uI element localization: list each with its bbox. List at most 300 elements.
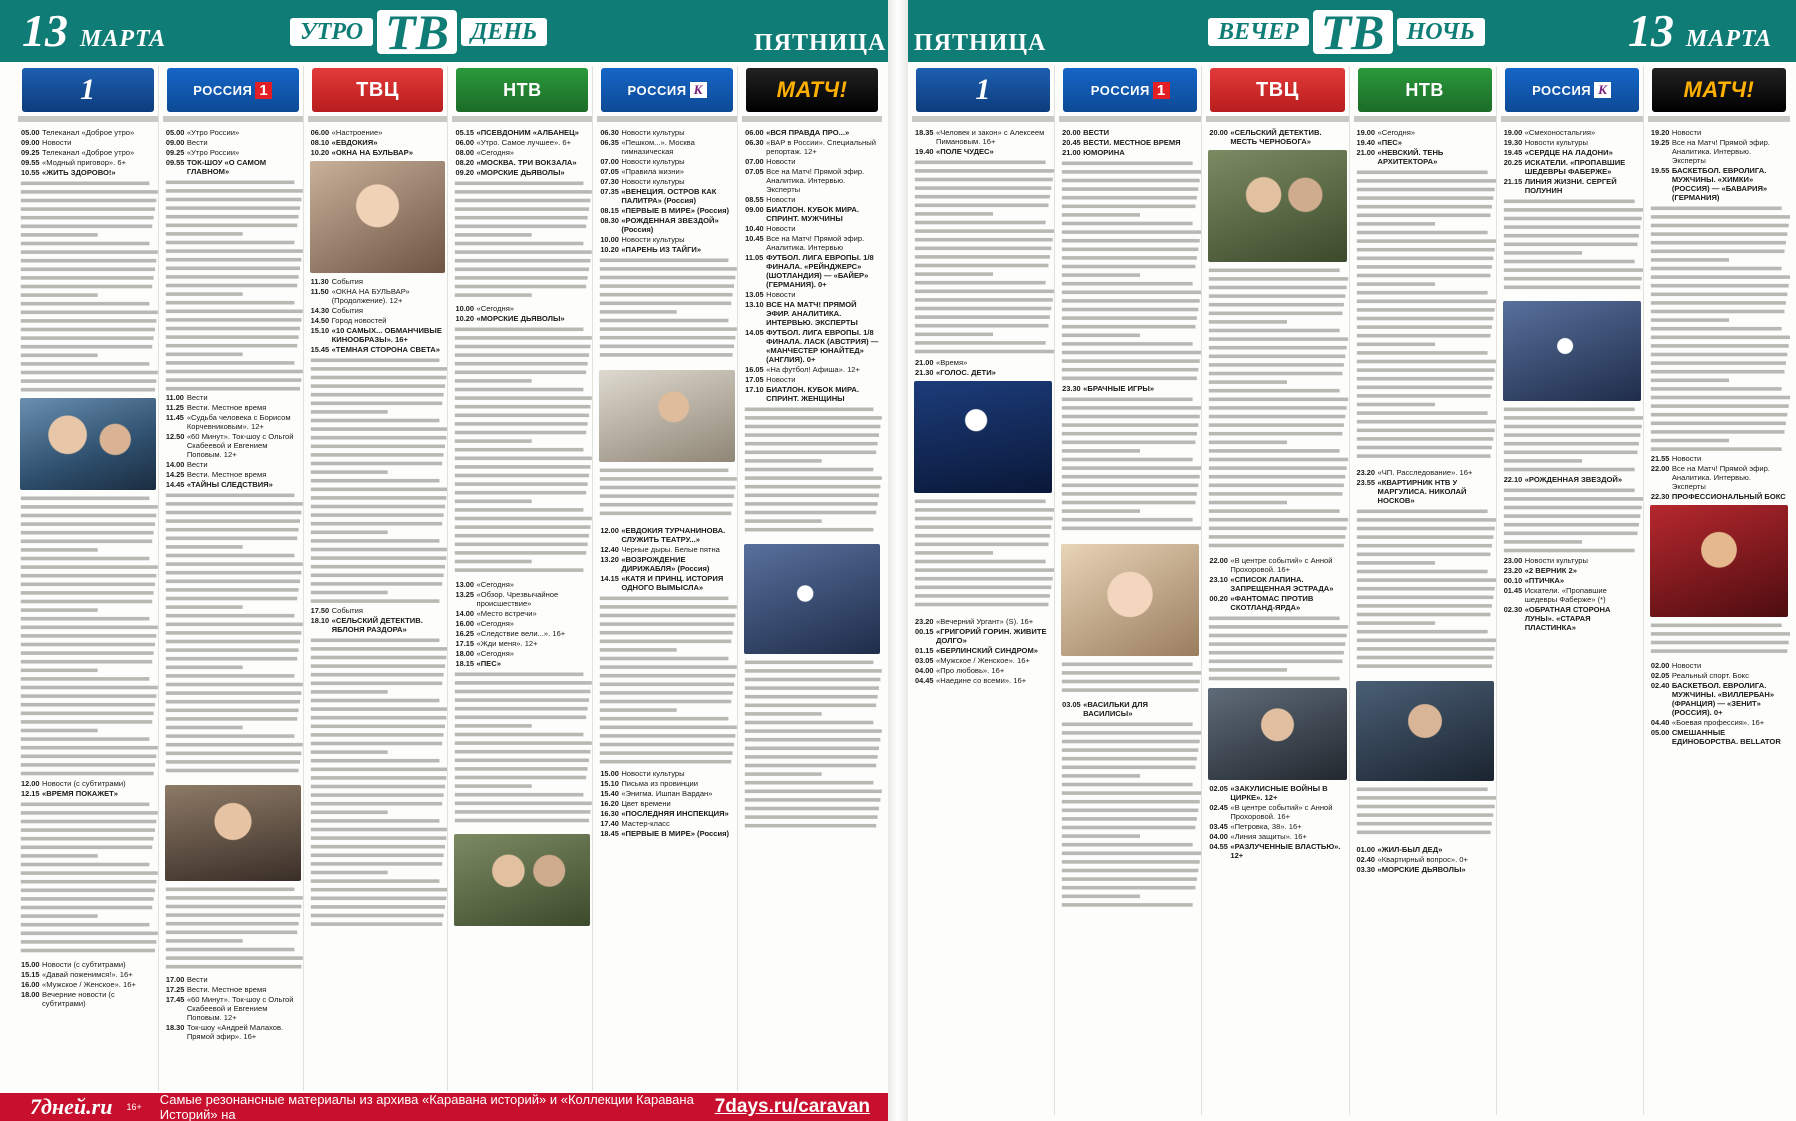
program-time: 15.10 [310, 326, 330, 335]
program-description [452, 670, 592, 830]
program-description [1648, 621, 1790, 661]
program-time: 09.55 [21, 158, 40, 167]
text-line [310, 548, 447, 552]
text-line [600, 267, 737, 271]
program-time: 21.30 [915, 368, 934, 377]
text-line [600, 284, 734, 288]
text-line [1209, 527, 1347, 531]
program-time: 18.00 [21, 990, 40, 999]
text-line [1209, 501, 1287, 505]
text-line [455, 802, 592, 806]
program-time: 09.00 [21, 138, 40, 147]
text-line [1209, 449, 1340, 453]
text-line [1504, 514, 1640, 518]
text-line [310, 479, 439, 483]
program-description [1648, 204, 1790, 454]
program-title: «ОКНА НА БУЛЬВАР» [331, 148, 413, 157]
text-line [310, 811, 387, 815]
program-time: 02.00 [1650, 661, 1670, 670]
text-line [310, 836, 446, 840]
text-line [21, 634, 157, 638]
text-line [915, 290, 1054, 294]
program-photo [1503, 301, 1641, 401]
program-row [1651, 661, 1787, 670]
text-texture [1648, 621, 1790, 661]
text-line [1062, 518, 1193, 522]
text-line [915, 307, 1051, 311]
text-line [310, 742, 441, 746]
text-line [1356, 664, 1491, 668]
program-description [1059, 395, 1201, 540]
text-line [166, 888, 295, 892]
program-time: 08.10 [310, 138, 330, 147]
program-title: «ЖИЛ-БЫЛ ДЕД» [1377, 845, 1443, 854]
text-line [915, 350, 1054, 354]
program-time: 17.05 [745, 375, 764, 384]
text-line [21, 293, 98, 297]
text-line [21, 880, 157, 884]
program-time: 06.30 [745, 138, 764, 147]
right-page [908, 0, 1796, 1121]
program-description [597, 256, 737, 366]
program-row [1504, 158, 1640, 176]
program-time: 18.10 [310, 616, 330, 625]
text-line [1062, 432, 1197, 436]
text-line [1504, 497, 1643, 501]
text-line [21, 720, 152, 724]
text-line [1062, 688, 1198, 692]
text-line [1062, 239, 1200, 243]
text-line [21, 371, 158, 375]
program-row [1209, 803, 1345, 821]
text-line [21, 746, 158, 750]
header-band [908, 0, 1796, 62]
text-line [166, 537, 297, 541]
text-line [1504, 200, 1635, 204]
text-line [166, 310, 303, 314]
program-time: 12.40 [600, 545, 619, 554]
program-row [21, 168, 155, 177]
channel-logo-match: МАТЧ! [1652, 68, 1786, 112]
text-line [1062, 817, 1197, 821]
text-line [915, 281, 1046, 285]
program-description [1354, 785, 1496, 845]
program-row [600, 157, 734, 166]
text-line [1356, 510, 1487, 514]
text-line [600, 319, 729, 323]
program-title: Новости [42, 138, 72, 147]
text-line [1651, 344, 1789, 348]
text-line [1504, 468, 1635, 472]
text-line [1651, 624, 1782, 628]
program-title: «Сегодня» [476, 304, 515, 313]
text-line [166, 258, 302, 262]
text-line [1356, 300, 1495, 304]
program-row [166, 148, 300, 157]
text-line [1209, 441, 1287, 445]
text-line [745, 678, 881, 682]
program-row [166, 403, 300, 412]
text-line [1356, 222, 1434, 226]
program-row [915, 646, 1051, 655]
text-line [166, 597, 297, 601]
program-time: 22.30 [1650, 492, 1670, 501]
program-time: 12.00 [21, 779, 40, 788]
program-list [1354, 468, 1496, 505]
program-title: Новости (с субтитрами) [42, 779, 126, 788]
text-line [600, 717, 729, 721]
program-time: 06.00 [455, 138, 474, 147]
program-time: 21.00 [915, 358, 934, 367]
text-texture [1206, 614, 1348, 684]
program-time: 13.10 [745, 300, 764, 309]
channel-column-1 [912, 66, 1055, 1115]
program-photo [310, 161, 446, 273]
channel-name: РОССИЯ [1532, 82, 1592, 98]
program-title: «ПЕС» [1377, 138, 1402, 147]
text-line [745, 729, 882, 733]
text-line [1209, 492, 1343, 496]
text-line [21, 608, 98, 612]
page-gutter [888, 0, 908, 1121]
logo-right-word: ДЕНЬ [461, 18, 547, 46]
text-line [1062, 783, 1193, 787]
text-line [310, 556, 446, 560]
text-line [166, 657, 297, 661]
program-row [311, 287, 445, 305]
program-title: Ток-шоу «Андрей Малахов. Прямой эфир». 16+ [186, 1023, 284, 1041]
text-line [1356, 437, 1492, 441]
program-title: «ЖИТЬ ЗДОРОВО!» [42, 168, 116, 177]
text-texture [1501, 197, 1643, 297]
text-line [21, 854, 98, 858]
program-title: Реальный спорт. Бокс [1671, 671, 1749, 680]
program-row [455, 314, 589, 323]
text-line [1062, 308, 1198, 312]
text-line [1062, 299, 1200, 303]
program-title: Новости [1671, 661, 1702, 670]
program-time: 10.00 [600, 235, 619, 244]
text-line [1062, 316, 1197, 320]
text-line [455, 776, 586, 780]
text-line [21, 729, 98, 733]
text-line [166, 683, 303, 687]
text-line [455, 741, 592, 745]
program-time: 02.40 [1650, 681, 1670, 690]
text-line [600, 477, 737, 481]
program-row [600, 809, 734, 818]
program-row [21, 138, 155, 147]
program-title: «Сегодня» [476, 649, 515, 658]
program-row [1651, 128, 1787, 137]
text-line [310, 690, 387, 694]
text-line [166, 709, 299, 713]
text-texture [597, 256, 737, 366]
text-line [21, 362, 150, 366]
program-title: «ЧП. Расследование». 16+ [1377, 468, 1473, 477]
text-line [1209, 389, 1340, 393]
program-description [452, 325, 592, 580]
program-time: 02.40 [1356, 855, 1376, 864]
text-line [915, 204, 1049, 208]
text-line [600, 276, 736, 280]
text-line [166, 605, 243, 609]
program-photo [1061, 544, 1199, 656]
program-description [1059, 660, 1201, 700]
program-row [745, 328, 879, 364]
program-row [600, 216, 734, 234]
program-time: 08.30 [600, 216, 619, 225]
text-line [1504, 408, 1635, 412]
text-line [1651, 224, 1789, 228]
text-line [455, 482, 588, 486]
text-line [1356, 578, 1495, 582]
program-list [163, 975, 303, 1041]
text-line [1062, 170, 1201, 174]
program-description [18, 179, 158, 394]
program-description [597, 594, 737, 769]
program-row [600, 138, 734, 156]
program-title: СМЕШАННЫЕ ЕДИНОБОРСТВА. BELLATOR [1671, 728, 1781, 746]
program-title: Все на Матч! Прямой эфир. Аналитика. Интервью. Эксперты [1671, 138, 1770, 165]
text-line [166, 241, 295, 245]
program-row [1504, 566, 1640, 575]
text-line [166, 905, 302, 909]
text-line [1062, 869, 1198, 873]
text-line [166, 674, 295, 678]
text-line [1356, 360, 1495, 364]
program-time: 15.00 [21, 960, 40, 969]
program-title: «Смехоностальгия» [1524, 128, 1596, 137]
program-row [455, 659, 589, 668]
text-line [21, 811, 158, 815]
program-list [1648, 661, 1790, 746]
program-row [745, 290, 879, 299]
text-line [1651, 370, 1785, 374]
text-line [600, 336, 736, 340]
text-line [745, 755, 878, 759]
text-line [455, 500, 532, 504]
text-line [166, 528, 299, 532]
program-list [1059, 384, 1201, 393]
program-list [452, 580, 592, 668]
program-title: «НЕВСКИЙ. ТЕНЬ АРХИТЕКТОРА» [1377, 148, 1444, 166]
program-title: ВСЕ НА МАТЧ! ПРЯМОЙ ЭФИР. АНАЛИТИКА. ИНТЕРВЬЮ. ЭКСПЕРТЫ [766, 300, 858, 327]
text-line [1062, 291, 1201, 295]
text-line [1356, 214, 1490, 218]
text-line [166, 494, 295, 498]
text-line [745, 790, 882, 794]
text-line [21, 940, 157, 944]
text-line [455, 233, 532, 237]
text-line [21, 837, 154, 841]
text-line [1209, 329, 1340, 333]
text-line [166, 353, 243, 357]
text-texture [597, 594, 737, 769]
tv-logo [290, 4, 547, 60]
text-line [455, 216, 588, 220]
text-line [1062, 877, 1197, 881]
text-line [1062, 852, 1201, 856]
text-line [1209, 642, 1345, 646]
program-title: «Настроение» [331, 128, 383, 137]
program-title: Новости [766, 224, 796, 233]
text-line [1356, 188, 1494, 192]
text-line [21, 591, 154, 595]
program-row [166, 975, 300, 984]
text-line [915, 594, 1050, 598]
program-title: «РОЖДЕННАЯ ЗВЕЗДОЙ» (Россия) [621, 216, 719, 234]
program-photo [744, 544, 880, 654]
text-line [600, 726, 737, 730]
text-line [166, 580, 300, 584]
channel-logo-ntv: НТВ [1358, 68, 1492, 112]
text-line [1651, 215, 1790, 219]
text-texture [163, 885, 303, 975]
text-line [21, 514, 157, 518]
program-time: 19.40 [915, 147, 934, 156]
text-line [310, 393, 443, 397]
text-line [1504, 260, 1635, 264]
text-line [1062, 886, 1196, 890]
text-line [1356, 621, 1434, 625]
program-list [1206, 556, 1348, 612]
program-title: Все на Матч! Прямой эфир. Аналитика. Интервью. Эксперты [1671, 464, 1770, 491]
text-line [310, 819, 439, 823]
text-line [915, 603, 1049, 607]
program-title: Новости [1671, 128, 1702, 137]
text-line [600, 597, 729, 601]
program-title: Новости культуры [621, 177, 685, 186]
text-line [1356, 308, 1494, 312]
text-line [310, 759, 439, 763]
text-line [166, 511, 302, 515]
program-time: 03.45 [1209, 822, 1228, 831]
program-time: 19.25 [1650, 138, 1670, 147]
text-line [310, 793, 443, 797]
program-title: «РАЗЛУЧЕННЫЕ ВЛАСТЬЮ». 12+ [1230, 842, 1341, 860]
text-line [1356, 274, 1490, 278]
program-description [1059, 159, 1201, 384]
program-time: 04.00 [915, 666, 934, 675]
text-line [1209, 355, 1345, 359]
text-line [21, 828, 155, 832]
text-line [1356, 411, 1487, 415]
text-line [915, 161, 1046, 165]
program-row [1357, 845, 1493, 854]
text-texture [452, 325, 592, 580]
program-title: «В центре событий» с Анной Прохоровой. 16+ [1230, 803, 1333, 821]
text-line [455, 793, 584, 797]
program-title: «Наедине со всеми». 16+ [936, 676, 1027, 685]
text-line [1062, 809, 1198, 813]
program-row [1504, 586, 1640, 604]
text-line [310, 453, 443, 457]
program-title: Вести [186, 393, 208, 402]
text-line [310, 888, 447, 892]
footer-link[interactable]: 7days.ru/caravan [714, 1096, 870, 1117]
program-title: «КАТЯ И ПРИНЦ. ИСТОРИЯ ОДНОГО ВЫМЫСЛА» [621, 574, 724, 592]
text-line [310, 402, 441, 406]
program-title: «ВАСИЛЬКИ ДЛЯ ВАСИЛИСЫ» [1083, 700, 1148, 718]
text-line [1651, 284, 1789, 288]
program-description [1206, 614, 1348, 684]
text-line [1209, 634, 1347, 638]
header-band [0, 0, 888, 62]
program-time: 04.40 [1650, 718, 1670, 727]
text-line [915, 264, 1049, 268]
text-line [1356, 239, 1495, 243]
text-line [455, 517, 592, 521]
text-line [166, 956, 303, 960]
text-line [1651, 310, 1785, 314]
program-row [311, 316, 445, 325]
program-title: Все на Матч! Прямой эфир. Аналитика. Интервью. Эксперты [766, 167, 865, 194]
program-time: 03.30 [1356, 865, 1376, 874]
text-texture [1059, 720, 1201, 910]
text-line [1062, 205, 1196, 209]
program-row [311, 345, 445, 354]
program-title: Телеканал «Доброе утро» [42, 128, 135, 137]
program-title: «В центре событий» с Анной Прохоровой. 16+ [1230, 556, 1333, 574]
text-line [1651, 241, 1786, 245]
text-line [1651, 413, 1787, 417]
text-line [1062, 325, 1196, 329]
program-time: 19.30 [1503, 138, 1523, 147]
text-line [310, 384, 444, 388]
program-title: «ПЕРВЫЕ В МИРЕ» (Россия) [621, 206, 730, 215]
text-line [915, 341, 1046, 345]
program-title: Новости культуры [621, 769, 685, 778]
text-line [21, 772, 154, 776]
text-line [600, 605, 737, 609]
text-line [21, 302, 150, 306]
text-line [455, 543, 588, 547]
channel-column-3 [1206, 66, 1349, 1115]
program-list [1501, 556, 1643, 632]
text-line [21, 677, 150, 681]
text-line [1062, 826, 1196, 830]
text-line [1209, 432, 1343, 436]
program-row [745, 253, 879, 289]
program-title: БАСКЕТБОЛ. ЕВРОЛИГА. МУЖЧИНЫ. «ВИЛЛЕРБАН» (ФРАНЦИЯ) — «ЗЕНИТ» (РОССИЯ). 0+ [1671, 681, 1775, 717]
text-line [1651, 353, 1787, 357]
text-line [1062, 351, 1201, 355]
program-title: Новости культуры [621, 157, 685, 166]
text-line [745, 781, 874, 785]
text-line [1356, 527, 1494, 531]
logo-tv: ТВ [1313, 10, 1393, 54]
text-line [1651, 327, 1782, 331]
text-line [166, 752, 302, 756]
text-line [21, 199, 157, 203]
program-time: 09.25 [165, 148, 185, 157]
program-row [745, 234, 879, 252]
text-line [455, 207, 589, 211]
text-texture [18, 800, 158, 960]
text-texture [1206, 266, 1348, 556]
text-line [1504, 442, 1639, 446]
program-row [1651, 718, 1787, 727]
text-line [21, 906, 152, 910]
text-line [21, 250, 158, 254]
channel-logo-1: 1 [916, 68, 1050, 112]
text-line [600, 259, 729, 263]
text-line [1356, 317, 1492, 321]
text-line [1062, 843, 1193, 847]
program-description [597, 466, 737, 526]
text-line [600, 743, 734, 747]
